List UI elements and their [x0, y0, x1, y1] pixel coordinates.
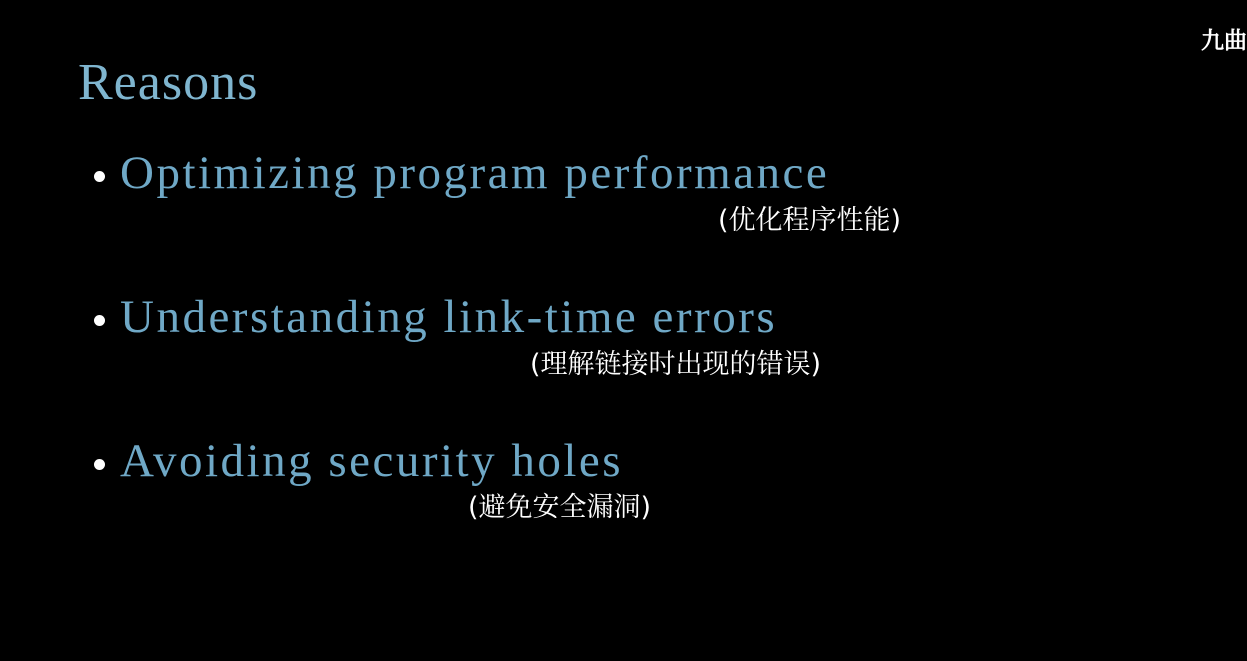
bullet-text-translation: (理解链接时出现的错误): [530, 348, 822, 380]
bullet-row: [78, 292, 1178, 343]
bullet-text-primary: Optimizing program performance: [120, 147, 830, 199]
bullet-text-translation: (优化程序性能): [718, 204, 902, 236]
bullet-dot-icon: [78, 299, 120, 333]
bullet-text-primary: Avoiding security holes: [120, 434, 624, 487]
list-item: [78, 292, 1178, 380]
list-item: [78, 148, 1178, 236]
page-title: Reasons: [78, 54, 259, 111]
bullet-list: [78, 148, 1178, 579]
bullet-dot-icon: [78, 443, 120, 477]
bullet-row: [78, 148, 1178, 199]
watermark-label: 九曲: [1201, 28, 1247, 54]
bullet-text-translation: (避免安全漏洞): [468, 492, 652, 524]
bullet-row: [78, 436, 1178, 487]
list-item: [78, 436, 1178, 524]
bullet-dot-icon: [78, 155, 120, 189]
bullet-text-primary: Understanding link-time errors: [120, 290, 778, 343]
